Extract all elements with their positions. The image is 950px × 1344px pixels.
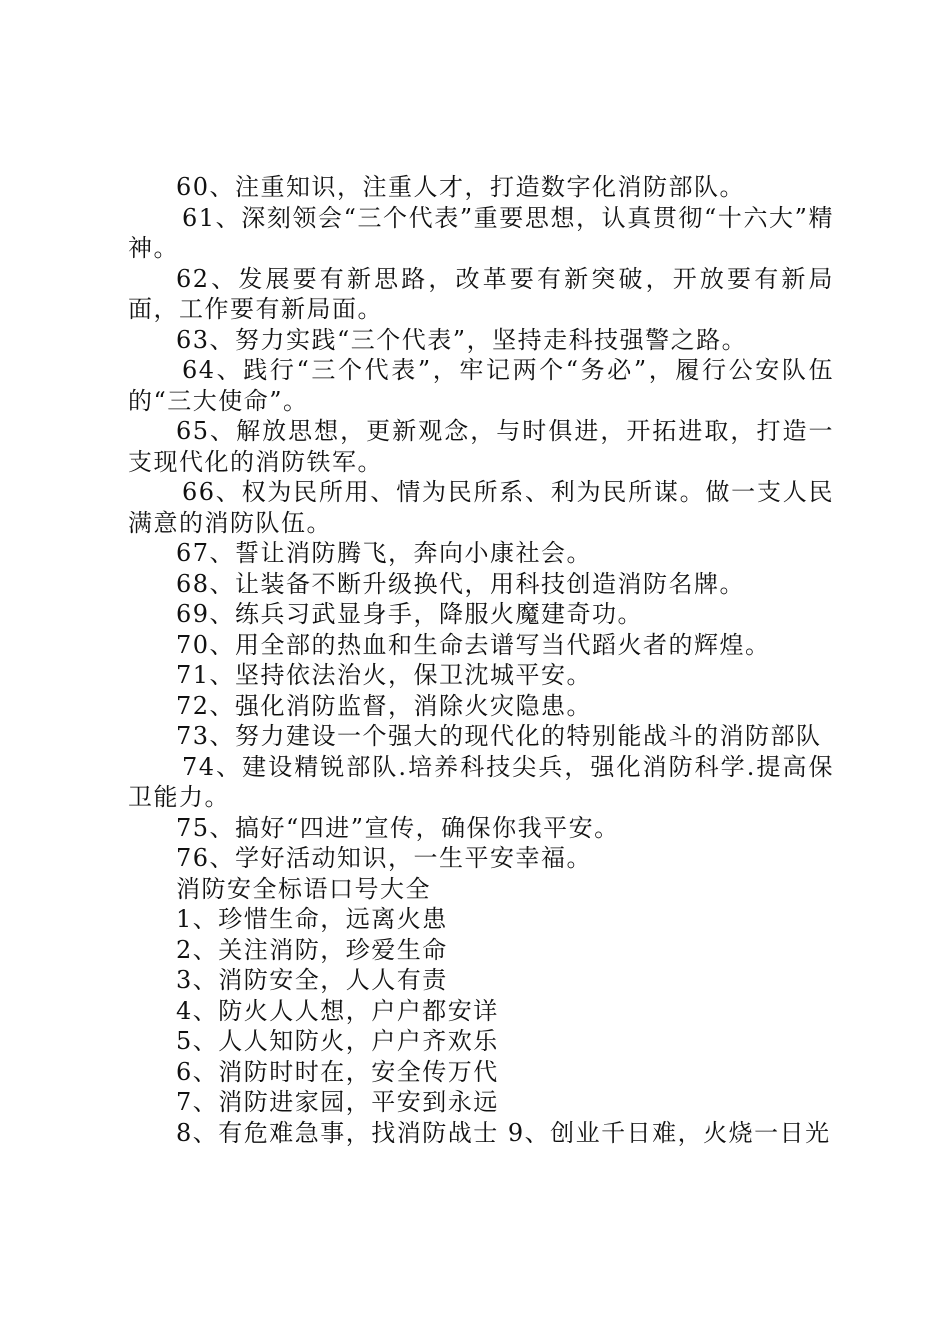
paragraph-69: 69、练兵习武显身手，降服火魔建奇功。 [176, 600, 644, 628]
paragraph-60: 60、注重知识，注重人才，打造数字化消防部队。 [176, 173, 746, 201]
paragraph-75: 75、搞好“四进”宣传，确保你我平安。 [176, 813, 620, 842]
document-body [128, 172, 834, 1148]
slogan-8-9: 8、有危难急事，找消防战士 9、创业千日难，火烧一日光 [176, 1118, 831, 1147]
section-heading: 消防安全标语口号大全 [176, 874, 431, 903]
paragraph-61: 61、深刻领会“三个代表”重要思想，认真贯彻“十六大”精神。 [128, 203, 834, 262]
slogan-7: 7、消防进家园，平安到永远 [176, 1088, 499, 1116]
paragraph-70: 70、用全部的热血和生命去谱写当代蹈火者的辉煌。 [176, 630, 771, 659]
paragraph-65: 65、解放思想，更新观念，与时俱进，开拓进取，打造一支现代化的消防铁军。 [128, 417, 834, 476]
slogan-4: 4、防火人人想，户户都安详 [176, 996, 499, 1025]
paragraph-72: 72、强化消防监督，消除火灾隐患。 [176, 691, 593, 720]
paragraph-62: 62、发展要有新思路，改革要有新突破，开放要有新局面，工作要有新局面。 [128, 264, 834, 323]
paragraph-68: 68、让装备不断升级换代，用科技创造消防名牌。 [176, 569, 746, 598]
paragraph-74: 74、建设精锐部队.培养科技尖兵，强化消防科学.提高保卫能力。 [128, 752, 834, 811]
paragraph-63: 63、努力实践“三个代表”，坚持走科技强警之路。 [176, 325, 748, 354]
slogan-3: 3、消防安全，人人有责 [176, 966, 448, 994]
paragraph-76: 76、学好活动知识，一生平安幸福。 [176, 844, 593, 872]
slogan-6: 6、消防时时在，安全传万代 [176, 1057, 499, 1086]
paragraph-67: 67、誓让消防腾飞，奔向小康社会。 [176, 539, 593, 567]
paragraph-73: 73、努力建设一个强大的现代化的特别能战斗的消防部队 [176, 722, 822, 750]
paragraph-64: 64、践行“三个代表”，牢记两个“务必”，履行公安队伍的“三大使命”。 [128, 356, 834, 415]
paragraph-71: 71、坚持依法治火，保卫沈城平安。 [176, 661, 593, 689]
paragraph-66: 66、权为民所用、情为民所系、利为民所谋。做一支人民满意的消防队伍。 [128, 478, 834, 537]
slogan-1: 1、珍惜生命，远离火患 [176, 905, 448, 933]
slogan-5: 5、人人知防火，户户齐欢乐 [176, 1027, 499, 1055]
slogan-2: 2、关注消防，珍爱生命 [176, 935, 448, 964]
